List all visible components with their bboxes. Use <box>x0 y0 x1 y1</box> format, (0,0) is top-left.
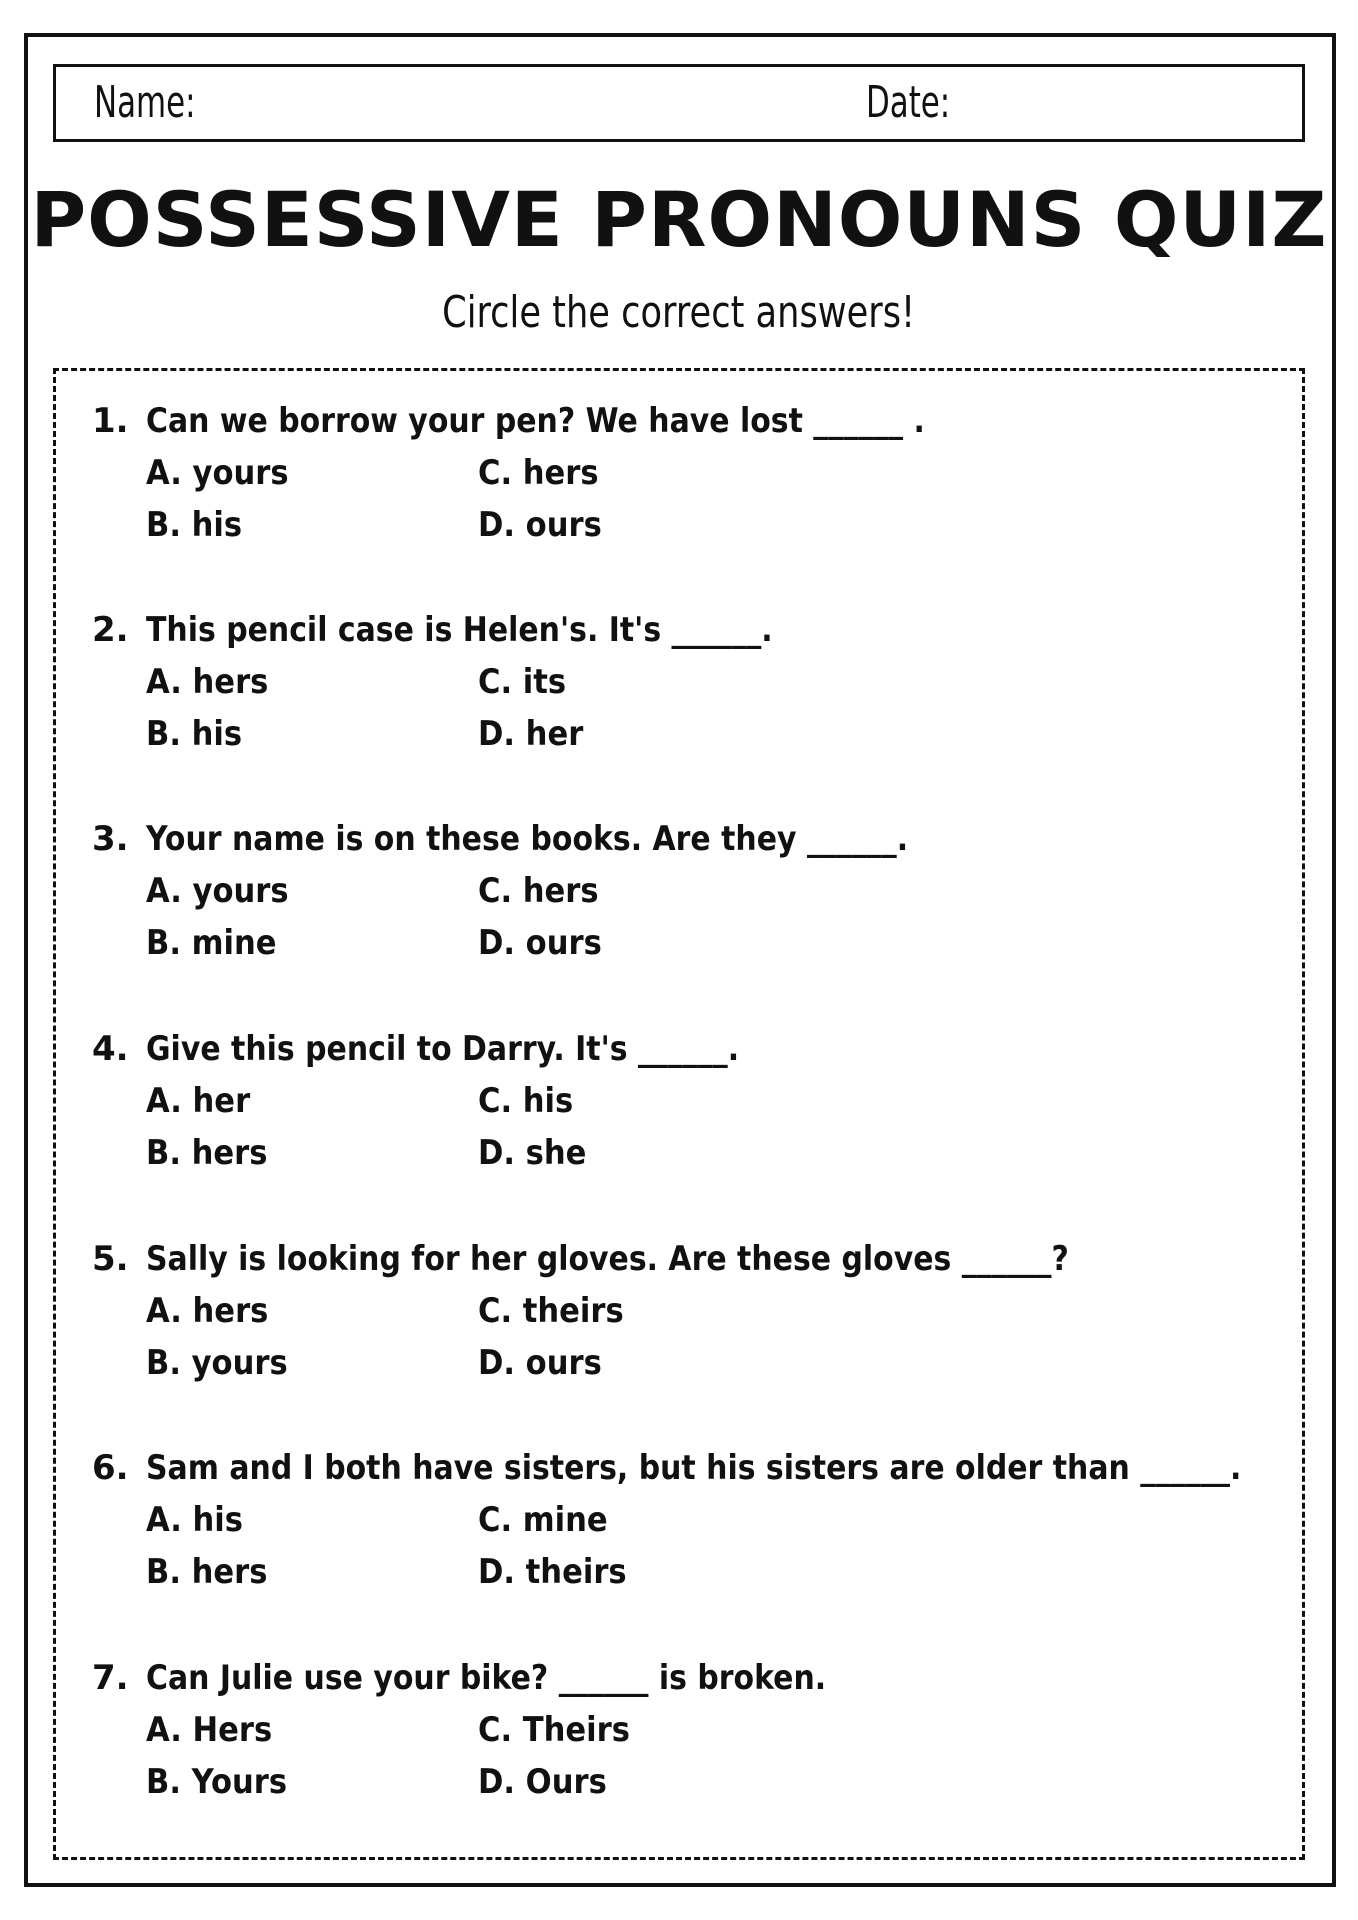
option-row <box>92 1756 1282 1808</box>
option-a[interactable]: A. yours <box>146 453 289 493</box>
instructions <box>0 284 1358 342</box>
option-c[interactable]: C. hers <box>478 453 599 493</box>
option-row <box>92 1285 1282 1337</box>
question-3 <box>92 813 1282 969</box>
option-row <box>92 447 1282 499</box>
question-line <box>92 604 1282 656</box>
question-number: 5. <box>92 1239 129 1279</box>
question-line <box>92 1023 1282 1075</box>
name-date-header <box>53 64 1305 142</box>
question-number: 4. <box>92 1029 129 1069</box>
question-6 <box>92 1442 1282 1598</box>
question-number: 3. <box>92 819 129 859</box>
page-title: POSSESSIVE PRONOUNS QUIZ <box>30 175 1328 264</box>
option-b[interactable]: B. Yours <box>146 1762 288 1802</box>
option-row <box>92 865 1282 917</box>
option-d[interactable]: D. she <box>478 1133 587 1173</box>
option-b[interactable]: B. his <box>146 714 243 754</box>
option-c[interactable]: C. his <box>478 1081 574 1121</box>
question-line <box>92 1652 1282 1704</box>
instructions-text: Circle the correct answers! <box>442 287 916 338</box>
option-row <box>92 656 1282 708</box>
question-line <box>92 1233 1282 1285</box>
question-line <box>92 1442 1282 1494</box>
question-line <box>92 813 1282 865</box>
option-b[interactable]: B. hers <box>146 1133 268 1173</box>
question-number: 6. <box>92 1448 129 1488</box>
question-number: 7. <box>92 1658 129 1698</box>
option-row <box>92 499 1282 551</box>
question-text: Your name is on these books. Are they ______. <box>146 819 909 859</box>
option-c[interactable]: C. hers <box>478 871 599 911</box>
option-row <box>92 1337 1282 1389</box>
option-b[interactable]: B. hers <box>146 1552 268 1592</box>
question-text: This pencil case is Helen's. It's ______. <box>146 610 773 650</box>
option-a[interactable]: A. her <box>146 1081 251 1121</box>
option-b[interactable]: B. yours <box>146 1343 288 1383</box>
question-text: Give this pencil to Darry. It's ______. <box>146 1029 740 1069</box>
option-a[interactable]: A. hers <box>146 662 269 702</box>
question-4 <box>92 1023 1282 1179</box>
option-d[interactable]: D. her <box>478 714 584 754</box>
question-number: 1. <box>92 401 129 441</box>
option-c[interactable]: C. theirs <box>478 1291 624 1331</box>
option-b[interactable]: B. his <box>146 505 243 545</box>
question-number: 2. <box>92 610 129 650</box>
option-row <box>92 1075 1282 1127</box>
option-d[interactable]: D. ours <box>478 1343 602 1383</box>
question-text: Sally is looking for her gloves. Are these gloves ______? <box>146 1239 1069 1279</box>
option-c[interactable]: C. its <box>478 662 567 702</box>
option-b[interactable]: B. mine <box>146 923 277 963</box>
option-row <box>92 1494 1282 1546</box>
option-a[interactable]: A. Hers <box>146 1710 273 1750</box>
question-5 <box>92 1233 1282 1389</box>
option-row <box>92 1546 1282 1598</box>
question-text: Can Julie use your bike? ______ is broken. <box>146 1658 827 1698</box>
option-row <box>92 708 1282 760</box>
option-a[interactable]: A. yours <box>146 871 289 911</box>
option-row <box>92 917 1282 969</box>
option-d[interactable]: D. Ours <box>478 1762 607 1802</box>
question-line <box>92 395 1282 447</box>
option-c[interactable]: C. mine <box>478 1500 608 1540</box>
option-row <box>92 1127 1282 1179</box>
option-c[interactable]: C. Theirs <box>478 1710 630 1750</box>
option-a[interactable]: A. hers <box>146 1291 269 1331</box>
option-d[interactable]: D. theirs <box>478 1552 627 1592</box>
question-1 <box>92 395 1282 551</box>
option-d[interactable]: D. ours <box>478 505 602 545</box>
question-7 <box>92 1652 1282 1808</box>
option-row <box>92 1704 1282 1756</box>
question-2 <box>92 604 1282 760</box>
name-label: Name: <box>94 77 196 128</box>
question-text: Sam and I both have sisters, but his sisters are older than ______. <box>146 1448 1242 1488</box>
question-text: Can we borrow your pen? We have lost ______ . <box>146 401 925 441</box>
quiz-box <box>53 368 1305 1860</box>
option-d[interactable]: D. ours <box>478 923 602 963</box>
option-a[interactable]: A. his <box>146 1500 244 1540</box>
date-label: Date: <box>866 77 951 128</box>
